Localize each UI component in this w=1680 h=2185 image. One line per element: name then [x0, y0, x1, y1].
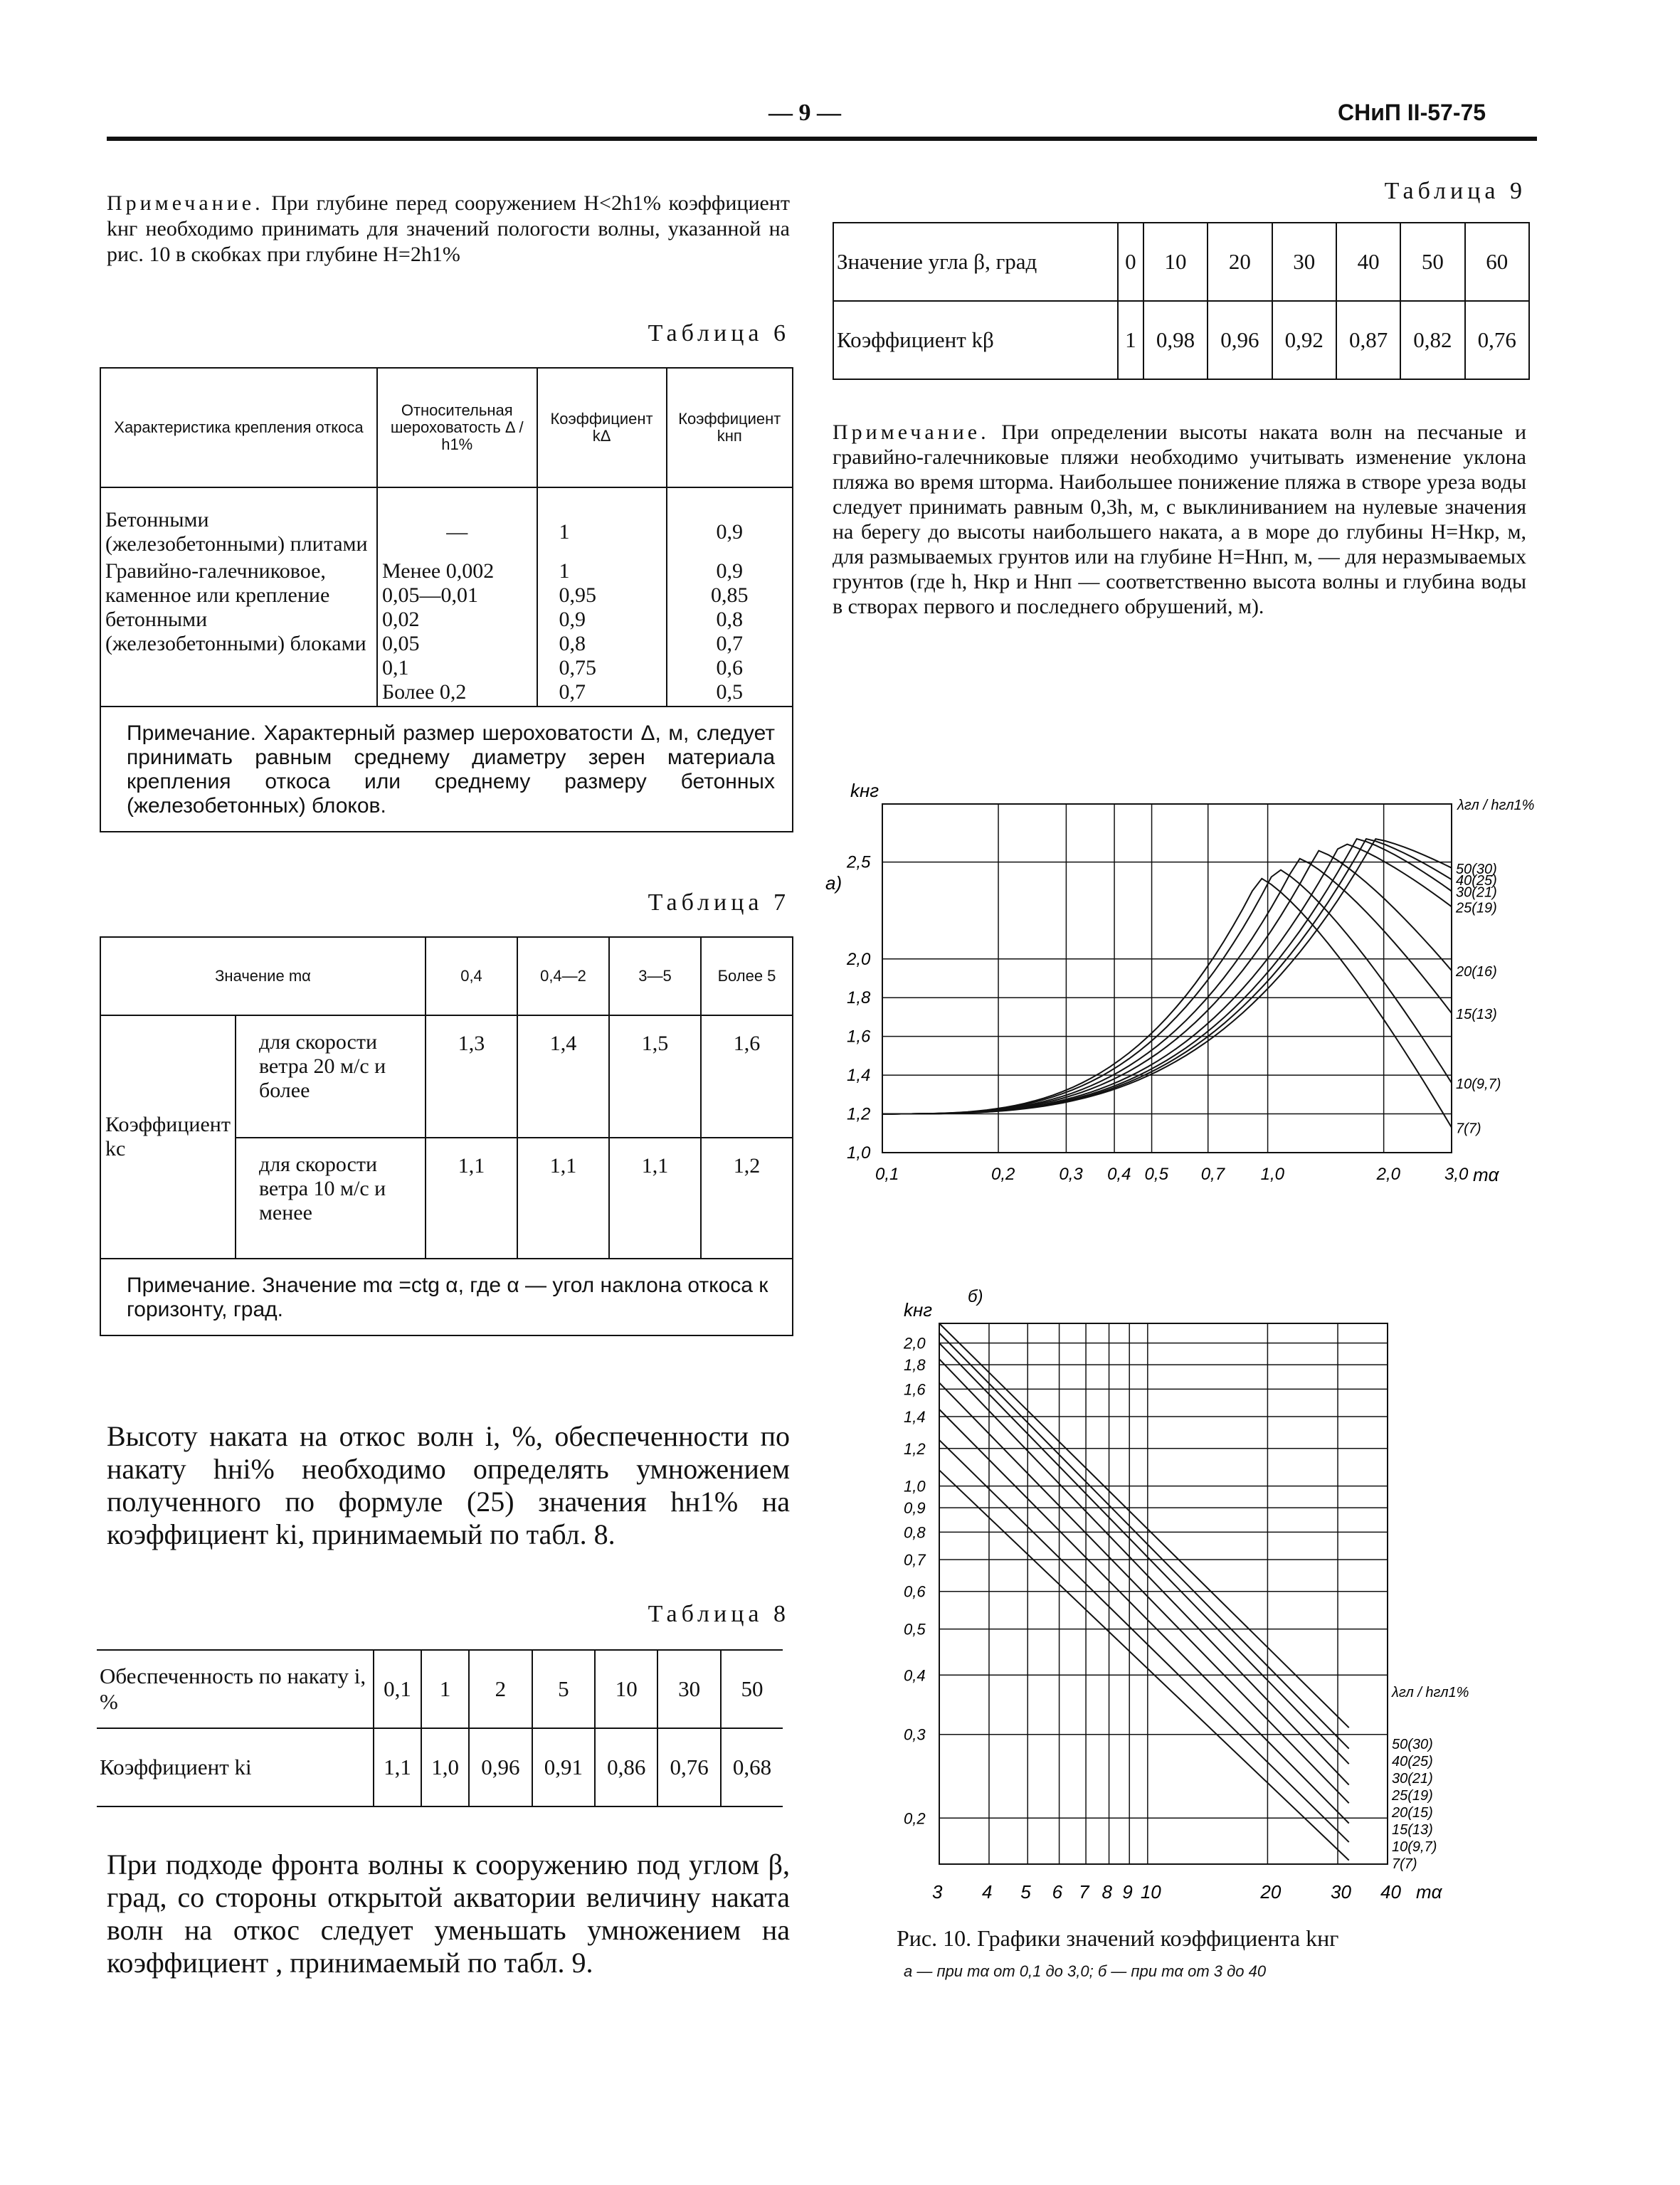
- chart-a-series-line: [882, 879, 1452, 1128]
- chart-b-ytick-label: 1,2: [904, 1439, 926, 1458]
- chart-a-series-line: [882, 839, 1452, 1114]
- t6-kd-6: 0,7: [559, 680, 586, 704]
- t7-r1-v4: 1,6: [701, 1015, 793, 1138]
- chart-b-series-line: [939, 1333, 1349, 1748]
- t6-kd-2: 0,95: [559, 583, 597, 607]
- chart-b-series-line: [939, 1409, 1349, 1824]
- chart-b-series-label: 30(21): [1392, 1771, 1433, 1787]
- t6-rough-1: Менее 0,002: [381, 559, 495, 583]
- chart-b-ytick-label: 0,6: [904, 1582, 926, 1601]
- header-rule: [107, 137, 1537, 141]
- chart-b-ytick-label: 0,5: [904, 1620, 926, 1639]
- chart-a-title: а): [825, 872, 842, 894]
- chart-a-series-label: 40(25): [1456, 873, 1497, 889]
- chart-b-ytick-label: 1,6: [904, 1380, 926, 1399]
- t8-row2-label: Коэффициент ki: [97, 1728, 374, 1806]
- chart-a-series-label: 20(16): [1456, 964, 1497, 980]
- t6-kd-3: 0,9: [559, 608, 586, 631]
- t6-rough-2: 0,05—0,01: [381, 583, 478, 607]
- table-6: [100, 367, 793, 832]
- chart-a-ytick-label: 2,0: [847, 949, 871, 969]
- chart-a-series-label: 25(19): [1456, 900, 1497, 916]
- chart-b-xtick-label: 7: [1079, 1881, 1089, 1903]
- chart-b-series-label: 10(9,7): [1392, 1839, 1437, 1856]
- chart-a-ytick-label: 1,6: [847, 1027, 871, 1047]
- t6-note: Примечание. Характерный размер шероховатости Δ, м, следует принимать равным среднему диаметру зерен материала крепления откоса или среднему размеру бетонных (железобетонных) блоков.: [100, 707, 793, 832]
- t6-head-3: Коэффициент kΔ: [537, 368, 667, 487]
- t6-knp-1: 0,9: [716, 559, 744, 583]
- chart-b-xtick-label: 5: [1020, 1881, 1031, 1903]
- table-9: [833, 222, 1530, 380]
- chart-b-xtick-label: 8: [1101, 1881, 1113, 1903]
- t6-row2-label: Гравийно-галечниковое, каменное или крепление бетонными (железобетонными) блоками: [100, 558, 377, 707]
- t6-kd-5: 0,75: [559, 656, 597, 679]
- t6-knp-6: 0,5: [716, 680, 744, 704]
- chart-b-series-label: 50(30): [1392, 1737, 1433, 1753]
- chart-b-series-line: [939, 1470, 1349, 1860]
- chart-b: [882, 1288, 1509, 2021]
- note-right-text: При определении высоты наката волн на песчаные и гравийно-галечниковые пляжи необходимо учитывать изменение уклона пляжа во время шторма. Наибольшее понижение пляжа в створе уреза воды следует принимать равным 0,3h, м, с выклиниванием на нулевые значения на берегу до высоты наибольшего наката, а в море до глубины H=Hкр, м, для размываемых грунтов или на глубине H=Hнп, м, — для неразмываемых грунтов (где h, Hкр и Hнп — соответственно высота волны и глубина воды в створах первого и последнего обрушений, м).: [833, 420, 1526, 618]
- t6-head-4: Коэффициент kнп: [667, 368, 793, 487]
- figure-caption-title: Рис. 10. Графики значений коэффициента kнг: [897, 1925, 1339, 1951]
- chart-b-xtick-label: 6: [1052, 1881, 1063, 1903]
- chart-b-series-label: 15(13): [1392, 1822, 1433, 1839]
- t6-rough-4: 0,05: [381, 632, 420, 655]
- chart-b-series-line: [939, 1323, 1349, 1728]
- chart-b-xtick-label: 40: [1380, 1881, 1401, 1903]
- t9-r2-c1: 1: [1118, 301, 1143, 379]
- table-8: [97, 1649, 783, 1807]
- t8-r2-c4: 0,91: [532, 1728, 595, 1806]
- t9-r2-c6: 0,82: [1400, 301, 1464, 379]
- t8-row1-label: Обеспеченность по накату i, %: [97, 1650, 374, 1728]
- t6-kd-1: 1: [559, 559, 570, 583]
- chart-a-xtick-label: 0,2: [991, 1165, 1015, 1184]
- t7-r2-v3: 1,1: [609, 1138, 701, 1259]
- t6-rough-6: Более 0,2: [381, 680, 467, 704]
- table7-caption: Таблица 7: [648, 889, 790, 916]
- chart-a-ylabel: kнг: [850, 780, 879, 801]
- chart-b-series-line: [939, 1440, 1349, 1842]
- chart-b-xtick-label: 4: [981, 1881, 993, 1903]
- note-top: [107, 191, 790, 268]
- t8-r1-c3: 2: [469, 1650, 532, 1728]
- chart-b-ytick-label: 2,0: [904, 1334, 926, 1353]
- page-number: — 9 —: [768, 100, 841, 126]
- chart-a-series-line: [882, 839, 1452, 1114]
- t6-row1-kd: 1: [537, 487, 667, 558]
- chart-a-xlabel: mα: [1473, 1164, 1499, 1185]
- chart-b-ytick-label: 0,7: [904, 1551, 926, 1570]
- t7-col-1: 0,4: [426, 937, 517, 1015]
- t6-rough-3: 0,02: [381, 608, 420, 631]
- chart-b-series-label: 20(15): [1392, 1805, 1433, 1821]
- t9-r2-c7: 0,76: [1465, 301, 1529, 379]
- chart-b-xtick-label: 9: [1122, 1881, 1133, 1903]
- note-top-label: Примечание.: [107, 191, 264, 215]
- t6-row1-knp: 0,9: [667, 487, 793, 558]
- para-ki: Высоту наката на откос волн i, %, обеспеченности по накату hнi% необходимо определять умножением полученного по формуле (25) значения hн1% на коэффициент ki, принимаемый по табл. 8.: [107, 1420, 790, 1550]
- chart-b-ytick-label: 0,2: [904, 1809, 926, 1828]
- note-right-label: Примечание.: [833, 420, 990, 444]
- chart-a-series-label: 10(9,7): [1456, 1076, 1501, 1092]
- t7-header-label: Значение mα: [100, 937, 426, 1015]
- t9-row2-label: Коэффициент kβ: [833, 301, 1118, 379]
- document-code: СНиП II-57-75: [1338, 100, 1486, 125]
- chart-b-ytick-label: 0,8: [904, 1523, 926, 1542]
- chart-a-xtick-label: 0,4: [1107, 1165, 1131, 1184]
- t7-col-4: Более 5: [701, 937, 793, 1015]
- chart-a-xtick-label: 3,0: [1444, 1165, 1469, 1184]
- chart-b-xtick-label: 3: [932, 1881, 943, 1903]
- chart-b-series-label: 25(19): [1392, 1788, 1433, 1804]
- t7-col-3: 3—5: [609, 937, 701, 1015]
- t6-row2-knp: [667, 558, 793, 707]
- chart-a-series-label: 7(7): [1456, 1121, 1481, 1137]
- chart-b-xtick-label: 20: [1260, 1881, 1282, 1903]
- t8-r1-c1: 0,1: [374, 1650, 421, 1728]
- chart-a-frame: [882, 804, 1452, 1153]
- chart-a-xtick-label: 2,0: [1376, 1165, 1401, 1184]
- t9-r2-c3: 0,96: [1208, 301, 1272, 379]
- t8-r1-c5: 10: [595, 1650, 657, 1728]
- chart-b-series-line: [939, 1382, 1349, 1803]
- t7-r2-label: для скорости ветра 10 м/с и менее: [236, 1138, 426, 1259]
- t6-row1-rough: —: [377, 487, 537, 558]
- t7-col-2: 0,4—2: [517, 937, 609, 1015]
- chart-b-series-line: [939, 1343, 1349, 1765]
- t8-r2-c6: 0,76: [657, 1728, 720, 1806]
- t6-row2-kd: [537, 558, 667, 707]
- t8-r2-c3: 0,96: [469, 1728, 532, 1806]
- t7-r1-v2: 1,4: [517, 1015, 609, 1138]
- t8-r2-c1: 1,1: [374, 1728, 421, 1806]
- chart-a-ytick-label: 1,4: [847, 1066, 871, 1086]
- t7-note: Примечание. Значение mα =ctg α, где α — угол наклона откоса к горизонту, град.: [100, 1259, 793, 1335]
- t9-r1-c1: 0: [1118, 223, 1143, 301]
- chart-a-ytick-label: 2,5: [847, 852, 871, 872]
- t9-r1-c2: 10: [1143, 223, 1208, 301]
- t7-row-label: Коэффициент kс: [100, 1015, 236, 1259]
- chart-a-legend-header: λгл / hгл1%: [1457, 798, 1535, 813]
- chart-b-series-label: 40(25): [1392, 1754, 1433, 1770]
- t6-knp-2: 0,85: [711, 583, 749, 607]
- figure-caption-sub: а — при mα от 0,1 до 3,0; б — при mα от 3 до 40: [904, 1962, 1267, 1980]
- chart-b-frame: [939, 1323, 1388, 1864]
- chart-b-legend-header: λгл / hгл1%: [1392, 1684, 1469, 1700]
- t9-r2-c4: 0,92: [1272, 301, 1336, 379]
- chart-b-ytick-label: 1,4: [904, 1408, 926, 1427]
- t6-knp-4: 0,7: [716, 632, 744, 655]
- t8-r2-c5: 0,86: [595, 1728, 657, 1806]
- t7-r2-v4: 1,2: [701, 1138, 793, 1259]
- chart-b-xlabel: mα: [1416, 1881, 1442, 1903]
- t7-r1-label: для скорости ветра 20 м/с и более: [236, 1015, 426, 1138]
- t6-head-1: Характеристика крепления откоса: [100, 368, 377, 487]
- t7-r2-v2: 1,1: [517, 1138, 609, 1259]
- t9-row1-label: Значение угла β, град: [833, 223, 1118, 301]
- chart-b-xtick-label: 10: [1140, 1881, 1161, 1903]
- t6-knp-5: 0,6: [716, 656, 744, 679]
- t7-r2-v1: 1,1: [426, 1138, 517, 1259]
- chart-a-series-line: [882, 851, 1452, 1114]
- chart-b-series-line: [939, 1359, 1349, 1784]
- t7-r1-v1: 1,3: [426, 1015, 517, 1138]
- t9-r2-c5: 0,87: [1336, 301, 1400, 379]
- t6-row2-rough: [377, 558, 537, 707]
- chart-b-ytick-label: 1,0: [904, 1477, 926, 1496]
- t6-head-2: Относительная шероховатость Δ / h1%: [377, 368, 537, 487]
- chart-b-ylabel: kнг: [904, 1299, 933, 1321]
- chart-b-ytick-label: 0,9: [904, 1499, 926, 1518]
- chart-a-series-label: 50(30): [1456, 861, 1497, 877]
- chart-b-title: б): [968, 1287, 983, 1306]
- t6-kd-4: 0,8: [559, 632, 586, 655]
- chart-b-ytick-label: 1,8: [904, 1356, 926, 1375]
- chart-a-xtick-label: 0,7: [1200, 1165, 1225, 1184]
- t8-r1-c4: 5: [532, 1650, 595, 1728]
- chart-a-series-line: [882, 845, 1452, 1114]
- table8-caption: Таблица 8: [648, 1601, 790, 1627]
- t8-r1-c6: 30: [657, 1650, 720, 1728]
- chart-a-xtick-label: 0,1: [875, 1165, 899, 1184]
- t9-r1-c7: 60: [1465, 223, 1529, 301]
- t9-r2-c2: 0,98: [1143, 301, 1208, 379]
- t8-r1-c2: 1: [421, 1650, 469, 1728]
- table9-caption: Таблица 9: [1384, 178, 1526, 204]
- table-7: [100, 936, 793, 1336]
- t8-r1-c7: 50: [721, 1650, 783, 1728]
- t9-r1-c6: 50: [1400, 223, 1464, 301]
- t8-r2-c2: 1,0: [421, 1728, 469, 1806]
- para-kbeta: При подходе фронта волны к сооружению под углом β, град, со стороны открытой акватории величину наката волн на откос следует уменьшать умножением на коэффициент , принимаемый по табл. 9.: [107, 1848, 790, 1979]
- chart-a-xtick-label: 0,3: [1059, 1165, 1083, 1184]
- chart-a-series-line: [882, 839, 1452, 1114]
- chart-a-series-label: 30(21): [1456, 884, 1497, 901]
- chart-a-ytick-label: 1,8: [847, 988, 871, 1008]
- chart-a-ytick-label: 1,2: [847, 1104, 871, 1124]
- note-top-text: При глубине перед сооружением H<2h1% коэффициент kнг необходимо принимать для значений пологости волны, указанной на рис. 10 в скобках при глубине H=2h1%: [107, 191, 791, 266]
- t9-r1-c3: 20: [1208, 223, 1272, 301]
- t9-r1-c4: 30: [1272, 223, 1336, 301]
- t6-knp-3: 0,8: [716, 608, 744, 631]
- table6-caption: Таблица 6: [648, 320, 790, 346]
- chart-a-series-label: 15(13): [1456, 1007, 1497, 1022]
- chart-a-xtick-label: 0,5: [1144, 1165, 1168, 1184]
- t6-rough-5: 0,1: [381, 656, 409, 679]
- t8-r2-c7: 0,68: [721, 1728, 783, 1806]
- t9-r1-c5: 40: [1336, 223, 1400, 301]
- chart-b-ytick-label: 0,4: [904, 1666, 926, 1685]
- chart-b-xtick-label: 30: [1331, 1881, 1351, 1903]
- note-right: [833, 420, 1526, 619]
- chart-a-xtick-label: 1,0: [1260, 1165, 1284, 1184]
- chart-b-series-label: 7(7): [1392, 1856, 1417, 1873]
- t7-r1-v3: 1,5: [609, 1015, 701, 1138]
- chart-a-ytick-label: 1,0: [847, 1143, 871, 1163]
- chart-a-series-line: [882, 870, 1452, 1114]
- t6-row1-label: Бетонными (железобетонными) плитами: [100, 487, 377, 558]
- chart-a: [825, 768, 1535, 1195]
- chart-b-ytick-label: 0,3: [904, 1725, 926, 1744]
